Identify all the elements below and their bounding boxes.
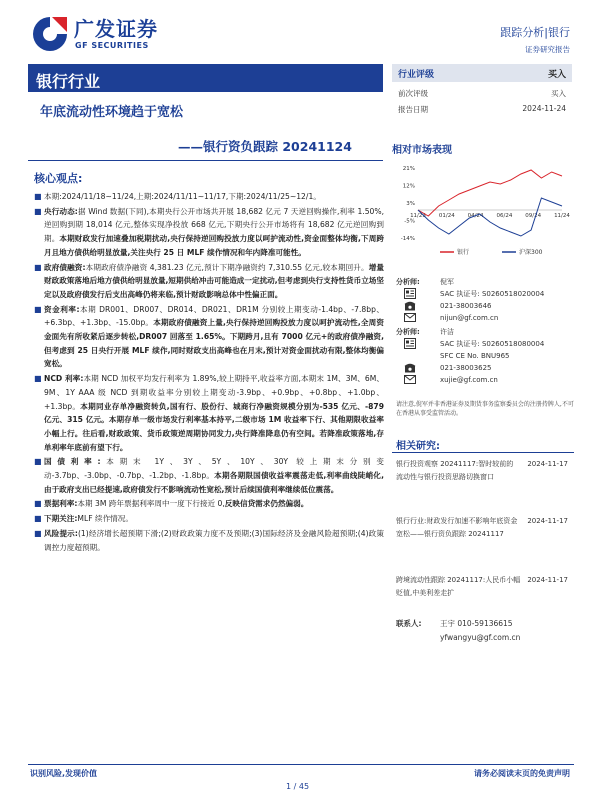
bullet-marker-icon: ■	[34, 206, 42, 216]
x-tick-label: 01/24	[438, 213, 455, 219]
contact-label: 联系人:	[396, 619, 422, 628]
bullet-item	[34, 303, 384, 372]
related-research-title: 相关研究:	[396, 441, 440, 452]
related-item-date: 2024-11-17	[527, 517, 568, 525]
bullet-item	[34, 512, 384, 526]
related-item-title: 银行行业:财政发行加速不影响年底资金宽松——银行资负跟踪 20241117	[396, 517, 518, 538]
analyst-2-email[interactable]: xujie@gf.com.cn	[440, 376, 498, 384]
related-item-title: 银行投资观察 20241117:智时较前的流动性与银行投资思路切换窗口	[396, 460, 514, 481]
bullet-label: 资金利率:	[44, 304, 80, 314]
analyst-disclaimer: 请注意,倪军并非香港证券及期货事务监察委员会的注册持牌人,不可在香港从事受监管活动。	[396, 401, 574, 417]
bullet-item	[34, 455, 384, 496]
bullet-marker-icon: ■	[34, 304, 42, 314]
analyst-1-name: 倪军	[440, 278, 454, 286]
bullet-highlight: 本期政府债融资上量,央行保持逆回购投放力度以呵护流动性,全周资金面先有所收紧后逐步转松,DR007 回落至 1.65%。下期跨月,且有 7000 亿元+的政府债净融资,但考虑到 25 日央行开展 MLF 续作,同时财政支出高峰也在月末,预计对资金面扰动有限,整体均衡偏宽松。	[44, 318, 384, 369]
legend-label: 银行	[457, 249, 470, 256]
bullet-list	[34, 190, 384, 555]
bullet-highlight: 增量财政政策落地后地方债供给明显放量,短期供给冲击可能造成一定扰动,但考虑到央行支持性货币立场坚定以及政府债发行后支出高峰仍将来临,预计财政影响总体中性偏正面。	[44, 262, 384, 299]
bullet-label: 国债利率:	[44, 457, 101, 467]
bullet-label: 央行动态:	[44, 206, 78, 216]
bullet-item	[34, 205, 384, 260]
related-item-date: 2024-11-17	[527, 460, 568, 468]
analyst-2-sac: S0260518080004	[481, 340, 545, 348]
analyst-2-phone: 021-38003625	[440, 364, 492, 372]
analyst-1-sac: S0260518020004	[481, 290, 545, 298]
bullet-highlight: 本期各期限国债收益率震荡走低,利率曲线陡峭化,由于政府支出已经提速,政府债发行不影响流动性宽松,预计后续国债利率继续低位震荡。	[44, 471, 384, 494]
bullet-label: 票据利率:	[44, 499, 78, 509]
report-date-value: 2024-11-24	[522, 104, 566, 113]
email-icon	[404, 312, 416, 323]
bullet-item	[34, 497, 384, 511]
bullet-text: 本期 DR001、DR007、DR014、DR021、DR1M 分别较上期变动-1.4bp、-7.8bp、+6.3bp、+1.3bp、-15.0bp。	[44, 304, 384, 328]
phone-icon	[404, 362, 416, 373]
page-number: 1 / 45	[286, 782, 310, 791]
rating-value: 买入	[547, 70, 566, 80]
bullet-text: (1)经济增长超预期下滑;(2)财政政策力度不及预期;(3)国际经济及金融风险超预期;(4)政策调控力度超预期。	[44, 528, 384, 552]
x-tick-label: 09/24	[525, 213, 542, 219]
gf-logo-mark-icon	[30, 14, 70, 54]
bullet-marker-icon: ■	[34, 192, 42, 201]
rating-label: 行业评级	[398, 70, 435, 80]
analyst-1-sac-row	[396, 288, 574, 300]
bullet-label: 风险提示:	[44, 528, 78, 538]
footer-disclaimer-note: 请务必阅读末页的免责声明	[474, 769, 570, 778]
industry-title: 银行行业	[36, 72, 101, 91]
analyst-2-sfc: SFC CE No. BNU965	[440, 352, 510, 360]
report-kind: 证券研究报告	[525, 45, 570, 54]
contact-block	[396, 617, 576, 645]
bullet-highlight: 本期财政发行加速叠加税期扰动,央行保持逆回购投放力度以呵护流动性,资金面整体均衡,下周跨月且地方债供给明显放量,关注央行 25 日 MLF 续作情况和年内降准可能性。	[44, 234, 384, 257]
analyst-1-sac-label: SAC 执证号:	[440, 290, 480, 298]
x-tick-label: 11/24	[554, 213, 570, 219]
analyst-1-role: 分析师:	[396, 278, 420, 286]
subhead: ——银行资负跟踪 20241124	[178, 139, 352, 154]
phone-icon	[404, 300, 416, 311]
bullet-item	[34, 190, 384, 204]
related-item[interactable]	[396, 458, 574, 484]
bullet-highlight: 反映信贷需求仍然偏弱。	[224, 499, 309, 509]
bullet-marker-icon: ■	[34, 457, 42, 467]
analyst-2-name-row	[396, 326, 574, 338]
bullet-marker-icon: ■	[34, 262, 42, 272]
industry-banner	[28, 64, 383, 92]
bullet-label: 政府债融资:	[44, 262, 86, 272]
bullet-text: 本期政府债净融资 4,381.23 亿元,预计下期净融资约 7,310.55 亿元,较本期回升。	[85, 262, 369, 272]
analyst-2-email-row	[396, 374, 574, 386]
bullet-text: 本期:2024/11/18~11/24,上期:2024/11/11~11/17,下期:2024/11/25~12/1。	[44, 192, 321, 201]
perf-title: 相对市场表现	[392, 145, 452, 156]
analyst-1-phone-row	[396, 300, 574, 312]
analyst-2	[396, 326, 574, 386]
report-date-row	[398, 104, 566, 115]
analyst-2-sac-row	[396, 338, 574, 350]
id-card-icon	[404, 338, 416, 349]
series-line-bank	[418, 170, 562, 216]
contact-name-phone: 王宇 010-59136615	[440, 619, 513, 628]
email-icon	[404, 374, 416, 385]
analyst-2-name: 许洁	[440, 328, 454, 336]
bullet-item	[34, 527, 384, 554]
analyst-1-email-row	[396, 312, 574, 324]
y-tick-label: 12%	[402, 183, 415, 190]
footer-divider	[28, 764, 574, 765]
x-tick-label: 11/23	[410, 213, 426, 219]
related-item[interactable]	[396, 515, 574, 541]
id-card-icon	[404, 288, 416, 299]
rating-header	[392, 64, 572, 82]
x-tick-label: 06/24	[496, 213, 513, 219]
related-divider	[392, 452, 574, 453]
related-item[interactable]	[396, 574, 574, 600]
y-tick-label: -5%	[404, 218, 415, 225]
bullet-text: 本期末 1Y、3Y、5Y、10Y、30Y 较上期末分别变动-3.7bp、-3.0bp、-0.7bp、-1.2bp、-1.8bp。	[44, 457, 384, 481]
related-item-date: 2024-11-17	[527, 576, 568, 584]
bullet-label: NCD 利率:	[44, 374, 84, 384]
bullet-text: 本期 3M 跨年票据利率周中一度下行接近 0,	[77, 499, 225, 509]
gf-logo	[30, 14, 180, 54]
analyst-2-sfc-row	[396, 350, 574, 362]
logo-cn-text: 广发证券	[74, 17, 158, 41]
bullet-item	[34, 372, 384, 454]
title-divider	[28, 160, 383, 161]
analyst-1-email[interactable]: nijun@gf.com.cn	[440, 314, 499, 322]
bullet-marker-icon: ■	[34, 528, 42, 538]
prev-rating-row	[398, 88, 566, 99]
analyst-1	[396, 276, 574, 324]
prev-rating-label: 前次评级	[398, 89, 428, 98]
legend-label: 沪深300	[519, 249, 543, 256]
bullet-item	[34, 261, 384, 302]
headline: 年底流动性环境趋于宽松	[40, 105, 184, 120]
y-tick-label: 3%	[406, 201, 415, 207]
y-tick-label: 21%	[402, 166, 415, 172]
analyst-2-role: 分析师:	[396, 328, 420, 336]
bullet-text: MLF 续作情况。	[77, 514, 133, 524]
core-views-title: 核心观点:	[34, 172, 83, 185]
analyst-1-name-row	[396, 276, 574, 288]
footer-slogan: 识别风险,发现价值	[30, 769, 98, 778]
report-type: 跟踪分析|银行	[500, 26, 570, 39]
bullet-text: 据 Wind 数据(下同),本期央行公开市场共开展 18,682 亿元 7 天逆回购操作,利率 1.50%,逆回购到期 18,014 亿元,整体实现净投放 668 亿元,下期央行公开市场将有 18,682 亿元逆回购到期。	[44, 206, 384, 244]
analyst-2-sac-label: SAC 执证号:	[440, 340, 480, 348]
relative-performance-chart	[392, 160, 572, 260]
bullet-highlight: 本期同业存单净融资转负,国有行、股份行、城商行净融资规模分别为-535 亿元、-879 亿元、315 亿元。本期存单一级市场发行利率基本持平,二级市场 1M 收益率下行、其他期限收益率小幅上行。往后看,财政政策、货币政策逆周期协同发力,央行降准降息仍有空间。若降准政策落地,存单利率年底前有望下行。	[44, 401, 384, 452]
contact-email[interactable]: yfwangyu@gf.com.cn	[440, 633, 521, 642]
bullet-marker-icon: ■	[34, 514, 42, 524]
related-item-title: 跨境流动性跟踪 20241117:人民币小幅贬值,中美利差走扩	[396, 576, 521, 597]
report-date-label: 报告日期	[398, 105, 428, 114]
bullet-marker-icon: ■	[34, 499, 42, 509]
bullet-label: 下期关注:	[44, 514, 78, 524]
y-tick-label: -14%	[400, 236, 415, 242]
analyst-1-phone: 021-38003646	[440, 302, 492, 310]
analyst-2-phone-row	[396, 362, 574, 374]
report-type-block	[500, 26, 570, 55]
x-tick-label: 04/24	[467, 213, 484, 219]
bullet-marker-icon: ■	[34, 374, 42, 384]
logo-en-text: GF SECURITIES	[75, 41, 149, 50]
bullet-text: 本期 NCD 加权平均发行利率为 1.89%,较上期持平,收益率方面,本期末 1M、3M、6M、9M、1Y AAA 级 NCD 到期收益率分别较上期变动-3.9bp、+0.9bp、+0.8bp、+1.0bp、+1.3bp。	[44, 374, 384, 411]
prev-rating-value: 买入	[551, 89, 566, 98]
